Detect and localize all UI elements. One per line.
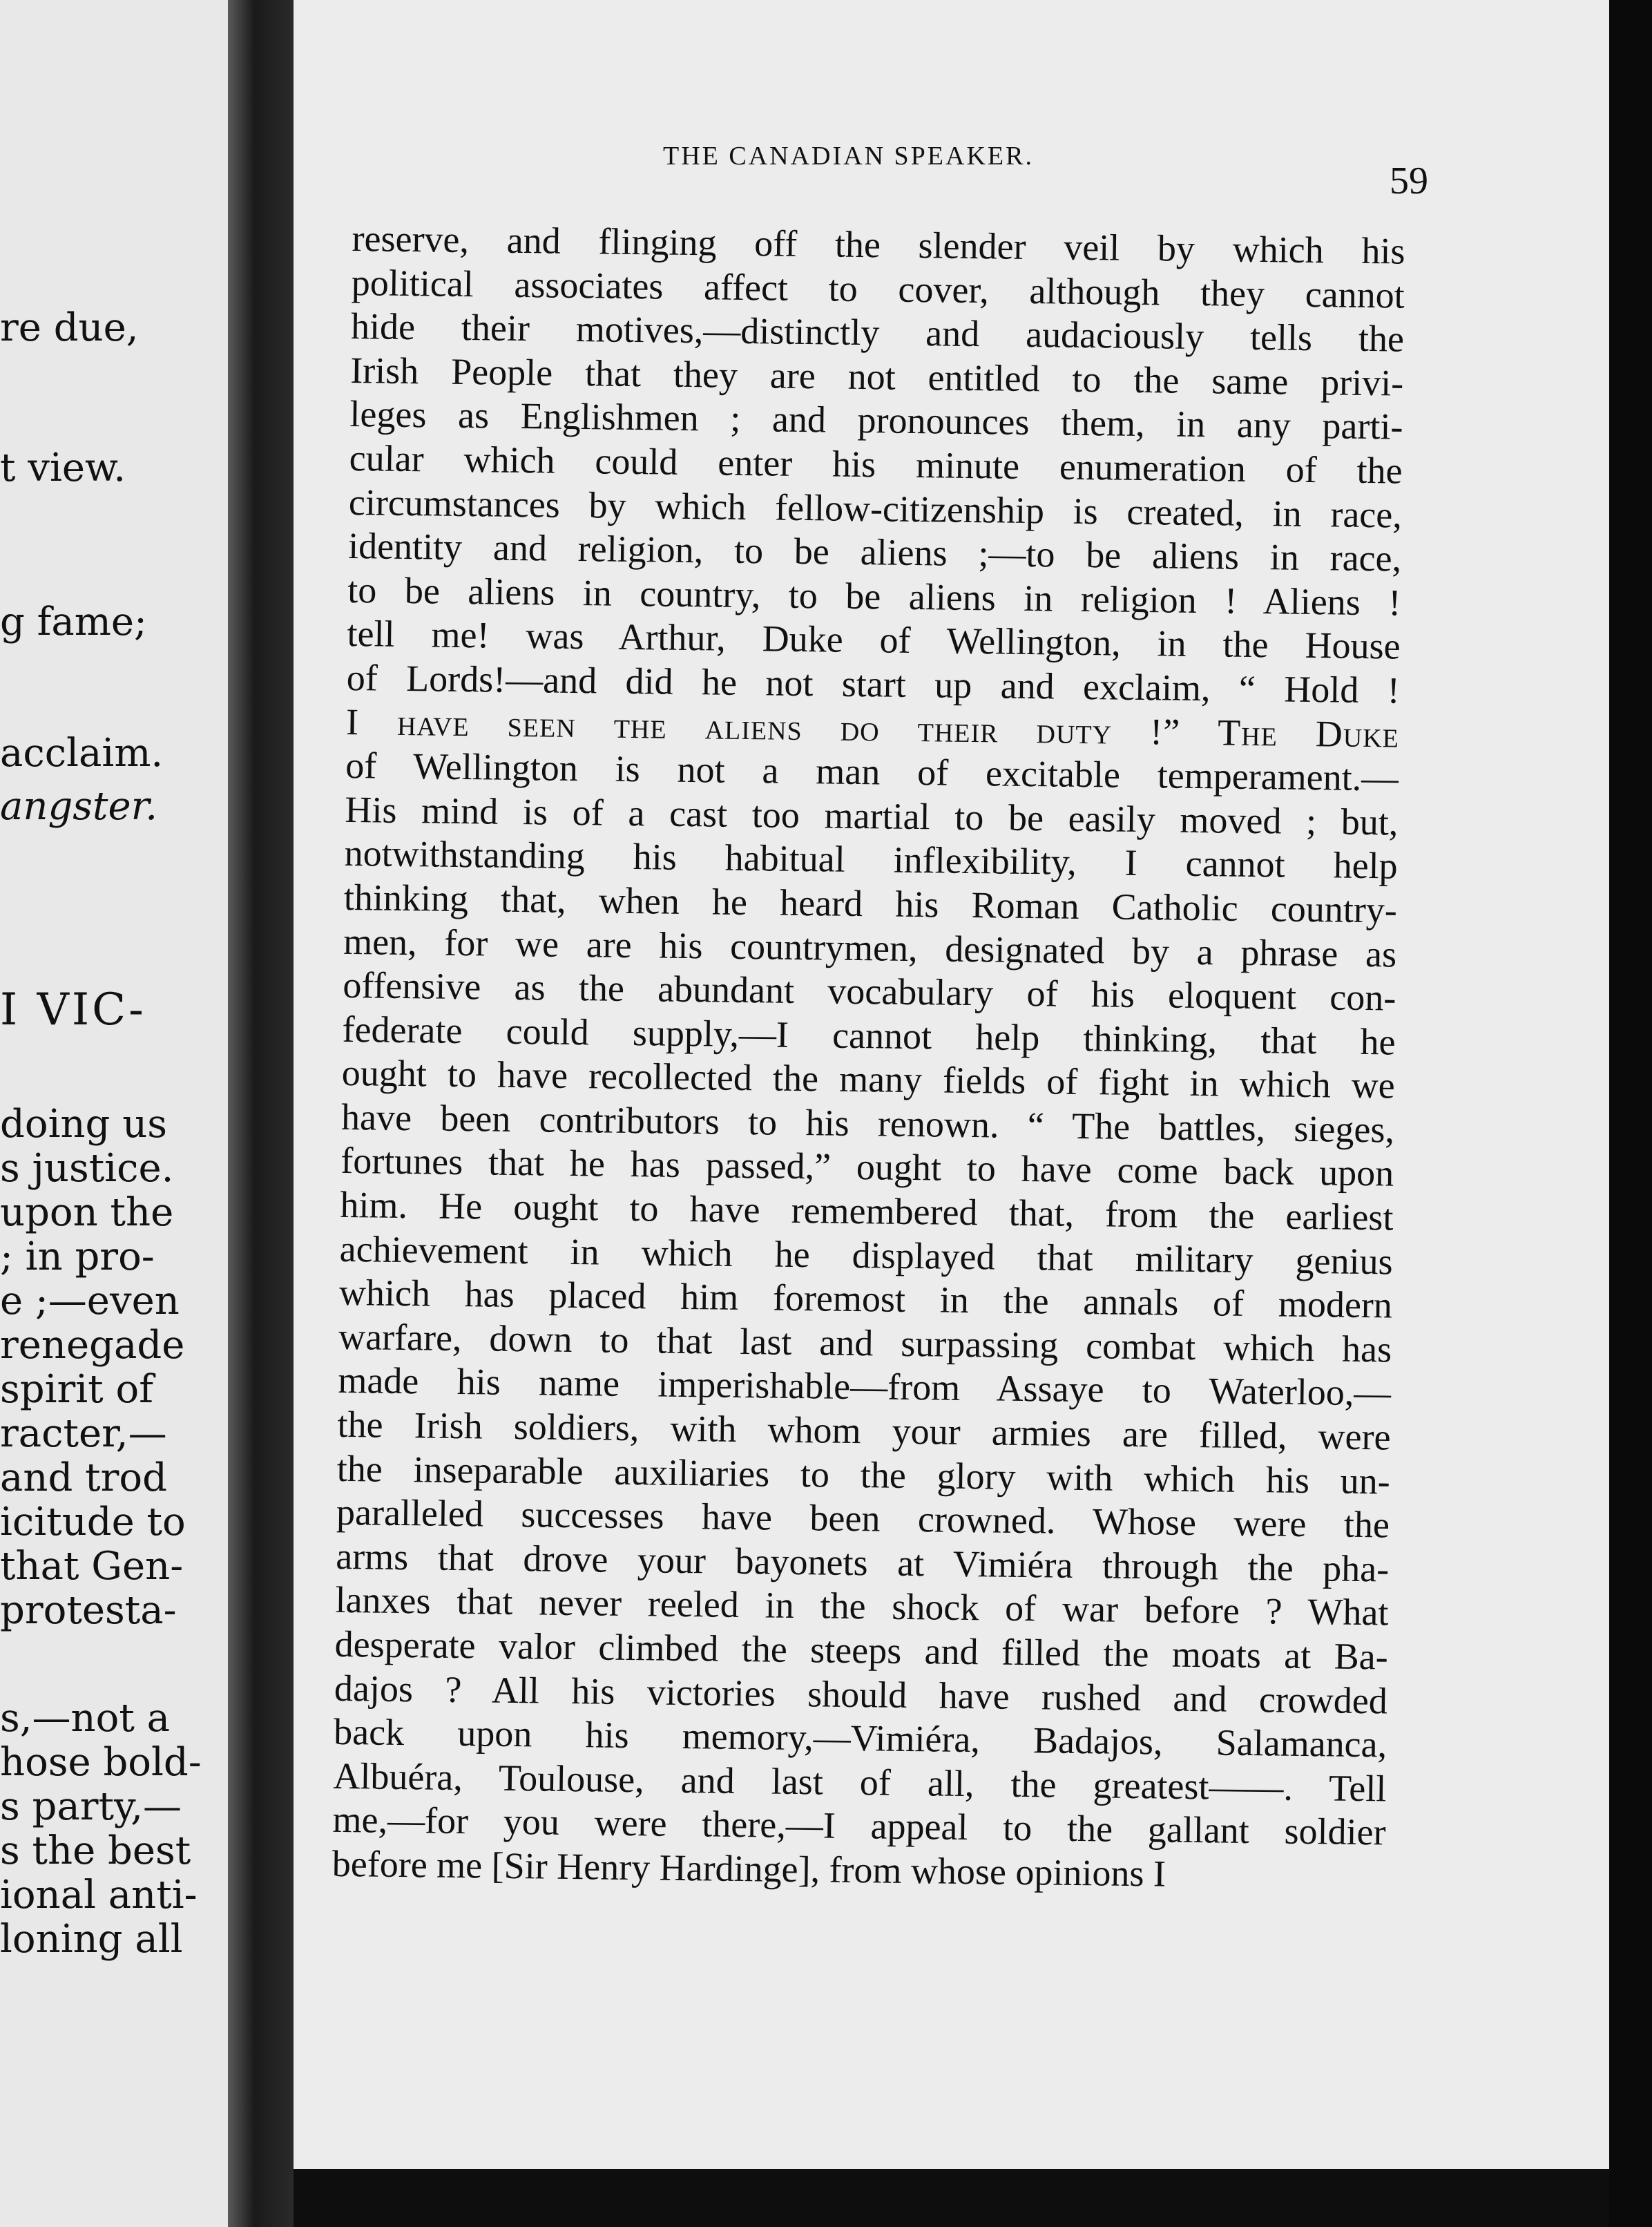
text-line: which has placed him foremost in the annals of modern	[338, 1272, 1393, 1326]
left-fragment: ; in pro-	[0, 1234, 155, 1279]
text-line: desperate valor climbed the steeps and filled the moats at Ba-	[334, 1623, 1389, 1678]
text-line: before me [Sir Henry Hardinge], from whose opinions I	[332, 1842, 1166, 1895]
text-line: men, for we are his countrymen, designated by a phrase as	[343, 920, 1397, 975]
left-fragment: s,—not a	[0, 1696, 171, 1741]
left-fragment: and trod	[0, 1455, 167, 1500]
body-text	[332, 217, 1405, 1899]
left-fragment: g fame;	[0, 600, 147, 644]
left-fragment: icitude to	[0, 1500, 186, 1545]
left-fragment: protesta-	[0, 1588, 177, 1633]
text-line: fortunes that he has passed,” ought to have come back upon	[340, 1140, 1394, 1194]
text-line: made his name imperishable—from Assaye to Waterloo,—	[338, 1359, 1392, 1414]
text-line: to be aliens in country, to be aliens in religion ! Aliens !	[347, 568, 1401, 624]
text-line: circumstances by which fellow-citizenship is created, in race,	[348, 481, 1403, 536]
left-fragment: doing us	[0, 1102, 167, 1147]
text-line: tell me! was Arthur, Duke of Wellington, in the House	[347, 613, 1401, 667]
left-fragment: I VIC-	[0, 984, 146, 1035]
text-line: warfare, down to that last and surpassing combat which has	[338, 1315, 1392, 1370]
text-line: I have seen the aliens do their duty !” The Duke	[345, 700, 1400, 756]
text-line: him. He ought to have remembered that, from the earliest	[340, 1183, 1394, 1239]
left-fragment: t view.	[0, 446, 126, 490]
scan-border	[1609, 0, 1652, 2227]
text-line: lanxes that never reeled in the shock of war before ? What	[335, 1579, 1389, 1634]
text-line: me,—for you were there,—I appeal to the gallant soldier	[332, 1799, 1386, 1853]
text-line: hide their motives,—distinctly and audaciously tells the	[350, 305, 1405, 360]
text-line: of Wellington is not a man of excitable temperament.—	[345, 745, 1399, 799]
left-fragment: acclaim.	[0, 731, 164, 776]
text-line: have been contributors to his renown. “ The battles, sieges,	[340, 1096, 1395, 1151]
left-fragment: racter,—	[0, 1411, 167, 1456]
text-line: identity and religion, to be aliens ;—to be aliens in race,	[347, 525, 1402, 580]
text-line: thinking that, when he heard his Roman Catholic country-	[343, 876, 1398, 931]
text-line: the Irish soldiers, with whom your armies are filled, were	[337, 1403, 1391, 1458]
running-head: THE CANADIAN SPEAKER.	[663, 142, 1034, 171]
text-line: His mind is of a cast too martial to be easily moved ; but,	[345, 788, 1399, 843]
left-fragment: re due,	[0, 305, 139, 350]
left-fragment: upon the	[0, 1190, 174, 1235]
text-line: Irish People that they are not entitled to the same privi-	[349, 349, 1404, 404]
text-line: arms that drove your bayonets at Vimiéra through the pha-	[335, 1535, 1390, 1590]
book-gutter	[228, 0, 294, 2227]
text-line: achievement in which he displayed that military genius	[339, 1227, 1394, 1283]
left-fragment: s justice.	[0, 1146, 174, 1191]
text-line: back upon his memory,—Vimiéra, Badajos, Salamanca,	[333, 1711, 1387, 1766]
left-fragment: renegade	[0, 1323, 185, 1368]
text-line: notwithstanding his habitual inflexibility, I cannot help	[344, 832, 1398, 887]
text-line: dajos ? All his victories should have rushed and crowded	[334, 1667, 1388, 1722]
text-line: the inseparable auxiliaries to the glory with which his un-	[336, 1447, 1391, 1502]
text-line: of Lords!—and did he not start up and exclaim, “ Hold !	[346, 656, 1401, 711]
page-number: 59	[1390, 160, 1428, 202]
left-fragment: s the best	[0, 1828, 191, 1873]
left-fragment: e ;—even	[0, 1279, 180, 1323]
text-line: political associates affect to cover, although they cannot	[351, 261, 1405, 316]
left-fragment: that Gen-	[0, 1544, 184, 1589]
left-fragment: angster.	[0, 784, 158, 829]
left-fragment: hose bold-	[0, 1740, 202, 1785]
left-fragment: loning all	[0, 1917, 183, 1962]
text-line: offensive as the abundant vocabulary of his eloquent con-	[343, 964, 1396, 1019]
text-line: ought to have recollected the many fields of fight in which we	[341, 1052, 1396, 1107]
left-fragment: s party,—	[0, 1784, 182, 1829]
left-page-fragment	[0, 0, 228, 2227]
text-line: cular which could enter his minute enumeration of the	[349, 437, 1403, 492]
text-line: leges as Englishmen ; and pronounces them, in any parti-	[349, 393, 1403, 448]
text-line: paralleled successes have been crowned. Whose were the	[336, 1491, 1390, 1546]
left-fragment: spirit of	[0, 1367, 153, 1412]
text-line: Albuéra, Toulouse, and last of all, the greatest——. Tell	[333, 1755, 1387, 1810]
text-line: reserve, and flinging off the slender veil by which his	[352, 217, 1405, 272]
left-fragment: ional anti-	[0, 1873, 198, 1918]
text-line: federate could supply,—I cannot help thinking, that he	[342, 1008, 1396, 1063]
